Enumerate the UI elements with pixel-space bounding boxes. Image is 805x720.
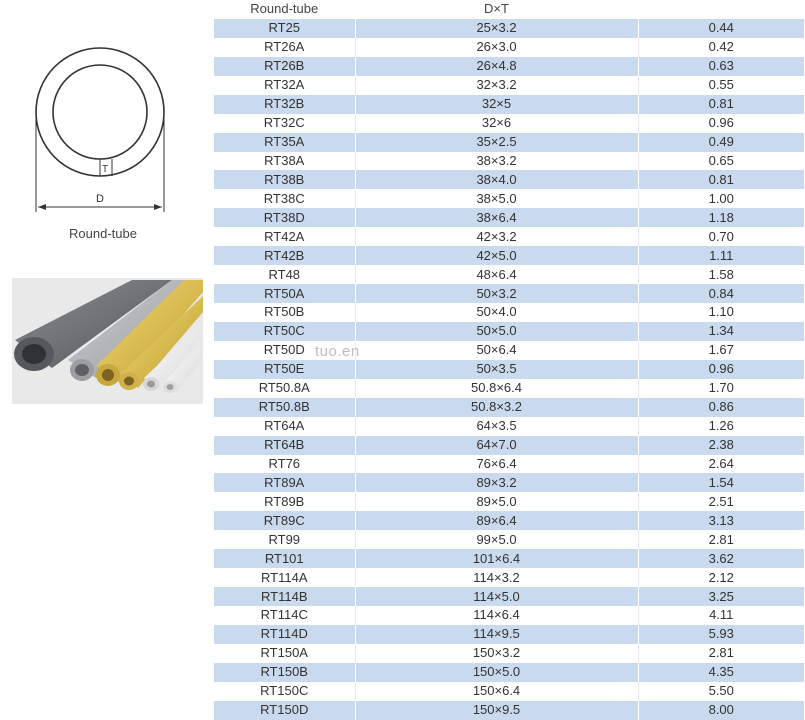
round-tube-spec-table: [214, 0, 804, 720]
table-row: [214, 360, 804, 379]
cell-model: RT99: [214, 530, 355, 549]
cell-weight: 2.12: [638, 568, 804, 587]
cell-weight: 5.50: [638, 682, 804, 701]
diagram-caption: Round-tube: [69, 226, 137, 241]
cell-model: RT76: [214, 455, 355, 474]
cell-model: RT101: [214, 549, 355, 568]
cell-model: RT50E: [214, 360, 355, 379]
dimension-t-label: T: [102, 164, 109, 175]
round-tube-diagram: [28, 40, 178, 220]
cell-weight: 0.70: [638, 227, 804, 246]
table-row: [214, 625, 804, 644]
cell-model: RT25: [214, 19, 355, 38]
table-row: [214, 436, 804, 455]
table-row: [214, 38, 804, 57]
cell-size: 50×3.5: [355, 360, 638, 379]
cell-size: 150×6.4: [355, 682, 638, 701]
cell-size: 150×9.5: [355, 701, 638, 720]
table-row: [214, 133, 804, 152]
table-header-row: [214, 0, 804, 19]
table-row: [214, 208, 804, 227]
cell-weight: 2.64: [638, 455, 804, 474]
cell-size: 50×5.0: [355, 322, 638, 341]
cell-model: RT32C: [214, 114, 355, 133]
table-row: [214, 379, 804, 398]
cell-weight: 1.10: [638, 303, 804, 322]
cell-size: 99×5.0: [355, 530, 638, 549]
table-row: [214, 701, 804, 720]
table-row: [214, 303, 804, 322]
cell-size: 50×6.4: [355, 341, 638, 360]
cell-size: 32×6: [355, 114, 638, 133]
cell-model: RT64B: [214, 436, 355, 455]
cell-size: 114×6.4: [355, 606, 638, 625]
cell-weight: 4.35: [638, 663, 804, 682]
cell-model: RT50C: [214, 322, 355, 341]
cell-weight: 8.00: [638, 701, 804, 720]
cell-size: 50×4.0: [355, 303, 638, 322]
cell-model: RT26B: [214, 57, 355, 76]
cell-model: RT89A: [214, 473, 355, 492]
cell-weight: 5.93: [638, 625, 804, 644]
cell-weight: 0.84: [638, 284, 804, 303]
cell-size: 35×2.5: [355, 133, 638, 152]
cell-weight: 1.26: [638, 417, 804, 436]
cell-model: RT35A: [214, 133, 355, 152]
cell-weight: 1.67: [638, 341, 804, 360]
cell-model: RT89C: [214, 511, 355, 530]
table-row: [214, 473, 804, 492]
cell-model: RT114A: [214, 568, 355, 587]
cell-model: RT32B: [214, 95, 355, 114]
cell-model: RT50B: [214, 303, 355, 322]
cell-weight: 1.34: [638, 322, 804, 341]
table-row: [214, 189, 804, 208]
cell-weight: 2.38: [638, 436, 804, 455]
cell-size: 48×6.4: [355, 265, 638, 284]
table-row: [214, 322, 804, 341]
column-header-size: D×T: [355, 0, 638, 19]
cell-model: RT50.8B: [214, 398, 355, 417]
cell-weight: 0.81: [638, 95, 804, 114]
cell-model: RT150C: [214, 682, 355, 701]
cell-weight: 2.51: [638, 492, 804, 511]
cell-weight: 2.81: [638, 644, 804, 663]
table-row: [214, 492, 804, 511]
cell-weight: 0.81: [638, 170, 804, 189]
table-row: [214, 152, 804, 171]
cell-size: 38×3.2: [355, 152, 638, 171]
cell-size: 26×3.0: [355, 38, 638, 57]
cell-model: RT114C: [214, 606, 355, 625]
cell-size: 76×6.4: [355, 455, 638, 474]
cell-weight: 2.81: [638, 530, 804, 549]
cell-size: 114×3.2: [355, 568, 638, 587]
cell-model: RT150D: [214, 701, 355, 720]
cell-size: 64×3.5: [355, 417, 638, 436]
cell-model: RT42B: [214, 246, 355, 265]
cell-size: 38×4.0: [355, 170, 638, 189]
table-row: [214, 170, 804, 189]
cell-weight: 1.18: [638, 208, 804, 227]
cell-size: 32×3.2: [355, 76, 638, 95]
cell-weight: 3.25: [638, 587, 804, 606]
cell-size: 150×5.0: [355, 663, 638, 682]
table-row: [214, 95, 804, 114]
cell-size: 89×3.2: [355, 473, 638, 492]
cell-model: RT38D: [214, 208, 355, 227]
cell-size: 50×3.2: [355, 284, 638, 303]
column-header-weight: [638, 0, 804, 19]
table-row: [214, 114, 804, 133]
cell-model: RT150B: [214, 663, 355, 682]
cell-size: 101×6.4: [355, 549, 638, 568]
cell-model: RT32A: [214, 76, 355, 95]
dimension-d-label: D: [96, 193, 104, 205]
cell-size: 32×5: [355, 95, 638, 114]
fiberglass-tubes-photo-icon: [12, 278, 203, 404]
cell-model: RT26A: [214, 38, 355, 57]
table-row: [214, 644, 804, 663]
cell-model: RT38C: [214, 189, 355, 208]
table-row: [214, 265, 804, 284]
cell-size: 114×9.5: [355, 625, 638, 644]
table-row: [214, 227, 804, 246]
cell-weight: 0.55: [638, 76, 804, 95]
cell-size: 64×7.0: [355, 436, 638, 455]
cell-model: RT89B: [214, 492, 355, 511]
cell-model: RT50A: [214, 284, 355, 303]
table-row: [214, 19, 804, 38]
table-row: [214, 663, 804, 682]
cell-weight: 4.11: [638, 606, 804, 625]
table-row: [214, 246, 804, 265]
table-row: [214, 455, 804, 474]
table-row: [214, 57, 804, 76]
cell-model: RT38B: [214, 170, 355, 189]
table-row: [214, 530, 804, 549]
cell-size: 42×3.2: [355, 227, 638, 246]
cell-weight: 0.96: [638, 360, 804, 379]
cell-size: 38×5.0: [355, 189, 638, 208]
cell-size: 50.8×6.4: [355, 379, 638, 398]
table-row: [214, 284, 804, 303]
cell-weight: 0.44: [638, 19, 804, 38]
cell-weight: 0.86: [638, 398, 804, 417]
cell-size: 114×5.0: [355, 587, 638, 606]
table-row: [214, 398, 804, 417]
cell-weight: 0.49: [638, 133, 804, 152]
watermark-text: tuo.en: [315, 343, 360, 360]
cell-size: 38×6.4: [355, 208, 638, 227]
cell-size: 89×5.0: [355, 492, 638, 511]
cell-weight: 1.54: [638, 473, 804, 492]
cell-size: 25×3.2: [355, 19, 638, 38]
table-row: [214, 511, 804, 530]
table-row: [214, 341, 804, 360]
cell-weight: 3.13: [638, 511, 804, 530]
cell-weight: 0.96: [638, 114, 804, 133]
cell-size: 26×4.8: [355, 57, 638, 76]
cell-model: RT114B: [214, 587, 355, 606]
column-header-model: Round-tube: [214, 0, 355, 19]
table-row: [214, 682, 804, 701]
table-row: [214, 417, 804, 436]
cell-weight: 1.00: [638, 189, 804, 208]
cell-weight: 1.58: [638, 265, 804, 284]
cell-size: 50.8×3.2: [355, 398, 638, 417]
cell-model: RT42A: [214, 227, 355, 246]
cell-model: RT50.8A: [214, 379, 355, 398]
cell-model: RT114D: [214, 625, 355, 644]
table-row: [214, 568, 804, 587]
cell-weight: 3.62: [638, 549, 804, 568]
table-row: [214, 76, 804, 95]
cell-weight: 0.63: [638, 57, 804, 76]
cell-size: 42×5.0: [355, 246, 638, 265]
cell-model: RT50D: [214, 341, 355, 360]
left-panel: [0, 0, 212, 720]
cell-weight: 1.11: [638, 246, 804, 265]
cell-size: 150×3.2: [355, 644, 638, 663]
cell-weight: 0.42: [638, 38, 804, 57]
cell-model: RT48: [214, 265, 355, 284]
cell-model: RT64A: [214, 417, 355, 436]
cell-weight: 1.70: [638, 379, 804, 398]
table-row: [214, 587, 804, 606]
table-row: [214, 549, 804, 568]
cell-size: 89×6.4: [355, 511, 638, 530]
cell-model: RT150A: [214, 644, 355, 663]
cell-model: RT38A: [214, 152, 355, 171]
cell-weight: 0.65: [638, 152, 804, 171]
table-row: [214, 606, 804, 625]
